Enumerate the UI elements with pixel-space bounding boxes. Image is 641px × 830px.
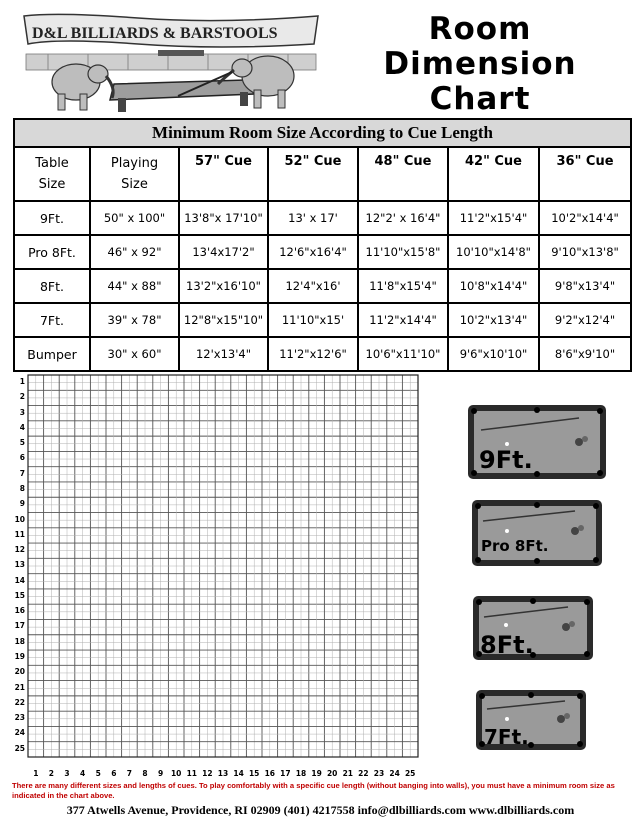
grid-column-number: 10 [170, 769, 182, 778]
table-cell: 44" x 88" [90, 269, 179, 303]
table-cell: 12"2' x 16'4" [358, 201, 448, 235]
grid-row-number: 6 [19, 453, 25, 463]
grid-column-number: 16 [264, 769, 276, 778]
table-cell: 12'x13'4" [179, 337, 268, 371]
table-cell: 8'6"x9'10" [539, 337, 631, 371]
grid-column-number: 15 [248, 769, 260, 778]
table-cell: 13'2"x16'10" [179, 269, 268, 303]
grid-row-number: 1 [19, 377, 25, 386]
contact-address: 377 Atwells Avenue, Providence, RI 02909 (401) 4217558 info@dlbilliards.com www.dlbilliards.com [66, 803, 575, 817]
grid-column-number: 13 [217, 769, 229, 778]
grid-column-number: 8 [142, 769, 148, 778]
grid-column-number: 7 [126, 769, 132, 778]
grid-lines [0, 372, 430, 782]
logo-text: D&L BILLIARDS & BARSTOOLS [32, 25, 278, 42]
table-cell: 9Ft. [14, 201, 90, 235]
grid-row-number: 17 [14, 621, 25, 631]
grid-column-number: 19 [311, 769, 322, 778]
table-cell: 9'10"x13'8" [539, 235, 631, 269]
table-cell: 11'2"x14'4" [358, 303, 448, 337]
grid-column-number: 21 [342, 769, 354, 778]
grid-row-number: 19 [14, 652, 25, 662]
table-row [14, 337, 631, 371]
header-table-size: Table Size [14, 147, 90, 201]
table-header-row [14, 147, 631, 201]
grid-column-number: 9 [157, 769, 164, 778]
grid-row-number: 9 [19, 499, 25, 509]
grid-row-number: 14 [14, 575, 25, 585]
grid-column-number: 14 [233, 769, 244, 778]
table-cell: 46" x 92" [90, 235, 179, 269]
grid-column-number: 17 [280, 769, 291, 778]
grid-column-number: 4 [79, 769, 86, 778]
table-label: Pro 8Ft. [481, 537, 549, 555]
header-52-cue: 52" Cue [268, 147, 358, 201]
table-caption: Minimum Room Size According to Cue Length [14, 119, 631, 147]
table-label: 7Ft. [484, 725, 529, 749]
grid-row-number: 8 [19, 483, 25, 493]
grid-column-number: 3 [64, 769, 70, 778]
title-line-chart: Chart [429, 81, 531, 117]
header-57-cue: 57" Cue [179, 147, 268, 201]
grid-row-number: 13 [14, 560, 25, 570]
company-logo [18, 10, 324, 116]
table-cell: Bumper [14, 337, 90, 371]
grid-column-number: 11 [186, 769, 198, 778]
grid-column-number: 6 [111, 769, 117, 778]
table-cell: 13'4x17'2" [179, 235, 268, 269]
grid-column-number: 2 [48, 769, 54, 778]
table-label: 9Ft. [479, 446, 533, 474]
table-cell: 10'2"x14'4" [539, 201, 631, 235]
grid-column-number: 24 [389, 769, 400, 778]
grid-row-number: 2 [19, 392, 25, 402]
room-size-table [13, 118, 632, 372]
table-cell: 50" x 100" [90, 201, 179, 235]
layout-grid [0, 372, 430, 782]
cue-length-note: There are many different sizes and lengths of cues. To play comfortably with a specific cue length (without banging into walls), you must have a minimum room size as indicated in the chart above. [12, 781, 615, 800]
header-48-cue: 48" Cue [358, 147, 448, 201]
title-line-room: Room [428, 11, 532, 47]
grid-row-number: 25 [14, 743, 25, 753]
grid-row-number: 10 [14, 514, 25, 524]
grid-column-number: 22 [358, 769, 369, 778]
grid-row-number: 11 [14, 529, 25, 539]
table-cell: 39" x 78" [90, 303, 179, 337]
grid-row-number: 16 [14, 606, 25, 616]
table-cell: 9'8"x13'4" [539, 269, 631, 303]
header-playing-size: Playing Size [90, 147, 179, 201]
grid-row-number: 3 [19, 407, 25, 417]
table-cell: 9'6"x10'10" [448, 337, 539, 371]
header-36-cue: 36" Cue [539, 147, 631, 201]
title-line-dimension: Dimension [383, 46, 577, 82]
grid-row-number: 7 [19, 468, 25, 478]
grid-row-number: 24 [14, 728, 25, 738]
grid-row-number: 20 [14, 667, 25, 677]
table-cell: 10'6"x11'10" [358, 337, 448, 371]
grid-row-number: 21 [14, 682, 25, 692]
table-cell: 12'6"x16'4" [268, 235, 358, 269]
table-cell: 11'8"x15'4" [358, 269, 448, 303]
table-cell: 12"8"x15"10" [179, 303, 268, 337]
table-cell: 8Ft. [14, 269, 90, 303]
table-label: 8Ft. [480, 631, 534, 659]
grid-row-number: 22 [14, 697, 25, 707]
table-icon-9ft [467, 404, 607, 480]
grid-row-number: 12 [14, 545, 25, 555]
table-cell: 11'2"x12'6" [268, 337, 358, 371]
table-row [14, 235, 631, 269]
table-cell: 10'2"x13'4" [448, 303, 539, 337]
table-cell: 7Ft. [14, 303, 90, 337]
table-cell: 10'10"x14'8" [448, 235, 539, 269]
table-icon-pro-8ft [471, 499, 603, 567]
grid-row-number: 5 [19, 438, 25, 448]
grid-column-number: 18 [295, 769, 307, 778]
table-cell: Pro 8Ft. [14, 235, 90, 269]
grid-column-number: 5 [95, 769, 101, 778]
grid-row-number: 4 [19, 422, 25, 432]
table-row [14, 201, 631, 235]
table-cell: 10'8"x14'4" [448, 269, 539, 303]
table-cell: 11'2"x15'4" [448, 201, 539, 235]
grid-row-number: 15 [14, 590, 25, 600]
table-cell: 13' x 17' [268, 201, 358, 235]
table-row [14, 303, 631, 337]
grid-row-number: 18 [14, 636, 25, 646]
table-cell: 11'10"x15'8" [358, 235, 448, 269]
grid-column-number: 25 [404, 769, 416, 778]
table-cell: 30" x 60" [90, 337, 179, 371]
table-cell: 13'8"x 17'10" [179, 201, 268, 235]
grid-row-number: 23 [14, 713, 25, 723]
grid-column-number: 20 [326, 769, 338, 778]
table-cell: 12'4"x16' [268, 269, 358, 303]
table-icon-8ft [472, 595, 594, 661]
table-cell: 9'2"x12'4" [539, 303, 631, 337]
table-cell: 11'10"x15' [268, 303, 358, 337]
table-icon-7ft [475, 689, 587, 751]
grid-column-number: 1 [33, 769, 39, 778]
table-row [14, 269, 631, 303]
header-42-cue: 42" Cue [448, 147, 539, 201]
grid-column-number: 12 [202, 769, 213, 778]
grid-column-number: 23 [373, 769, 385, 778]
page-title [330, 12, 630, 117]
